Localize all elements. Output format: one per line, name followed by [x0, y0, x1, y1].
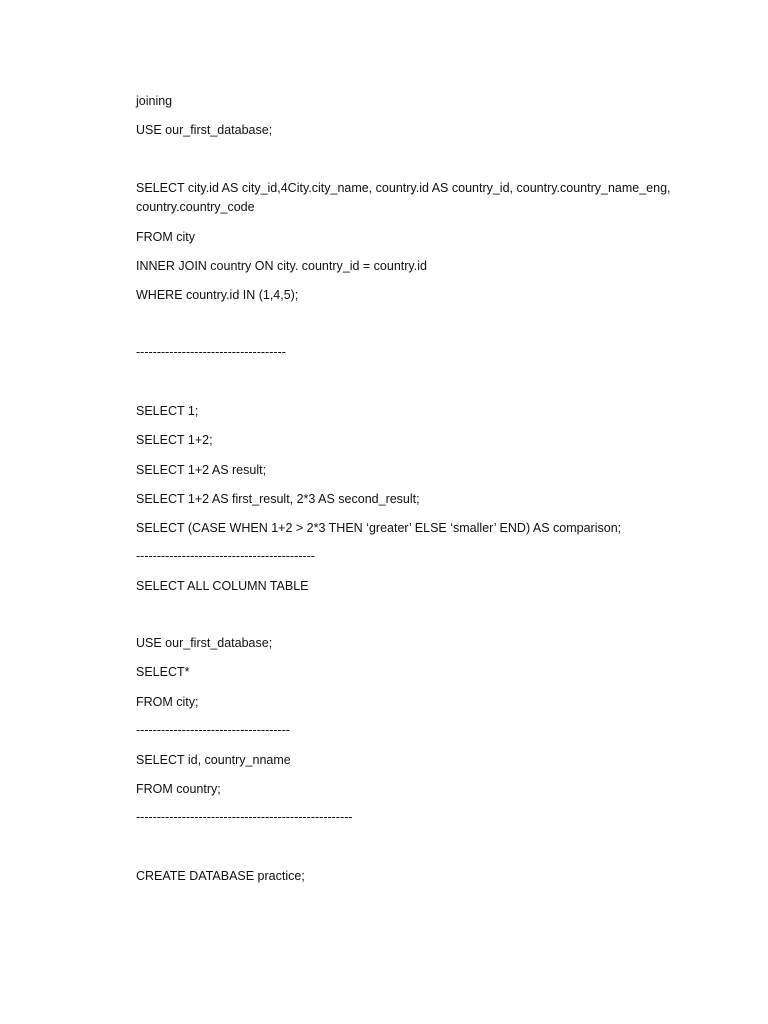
sql-from-country: FROM country; — [136, 782, 221, 796]
sql-use-database: USE our_first_database; — [136, 123, 273, 137]
sql-select-result: SELECT 1+2 AS result; — [136, 463, 267, 477]
separator-line: ------------------------------------- — [136, 723, 291, 737]
sql-select-id-name: SELECT id, country_nname — [136, 753, 291, 767]
sql-use-database: USE our_first_database; — [136, 636, 273, 650]
sql-select-two-results: SELECT 1+2 AS first_result, 2*3 AS second_result; — [136, 492, 420, 506]
sql-where-clause: WHERE country.id IN (1,4,5); — [136, 288, 299, 302]
sql-from-city: FROM city — [136, 230, 196, 244]
sql-select-columns: SELECT city.id AS city_id,4City.city_name, country.id AS country_id, country.country_name_eng, country.country_code — [136, 181, 674, 214]
sql-select-case: SELECT (CASE WHEN 1+2 > 2*3 THEN ‘greater’ ELSE ‘smaller’ END) AS comparison; — [136, 521, 622, 535]
sql-select-star: SELECT* — [136, 665, 190, 679]
sql-create-database: CREATE DATABASE practice; — [136, 869, 305, 883]
sql-from-city: FROM city; — [136, 695, 199, 709]
sql-select-1-plus-2: SELECT 1+2; — [136, 433, 213, 447]
section-title-all-columns: SELECT ALL COLUMN TABLE — [136, 579, 309, 593]
separator-line: ---------------------------------------------------- — [136, 810, 353, 824]
heading-joining: joining — [136, 94, 173, 108]
sql-inner-join: INNER JOIN country ON city. country_id = country.id — [136, 259, 427, 273]
sql-select-1: SELECT 1; — [136, 404, 199, 418]
separator-line: ------------------------------------------- — [136, 549, 315, 563]
separator-line: ------------------------------------ — [136, 345, 286, 359]
